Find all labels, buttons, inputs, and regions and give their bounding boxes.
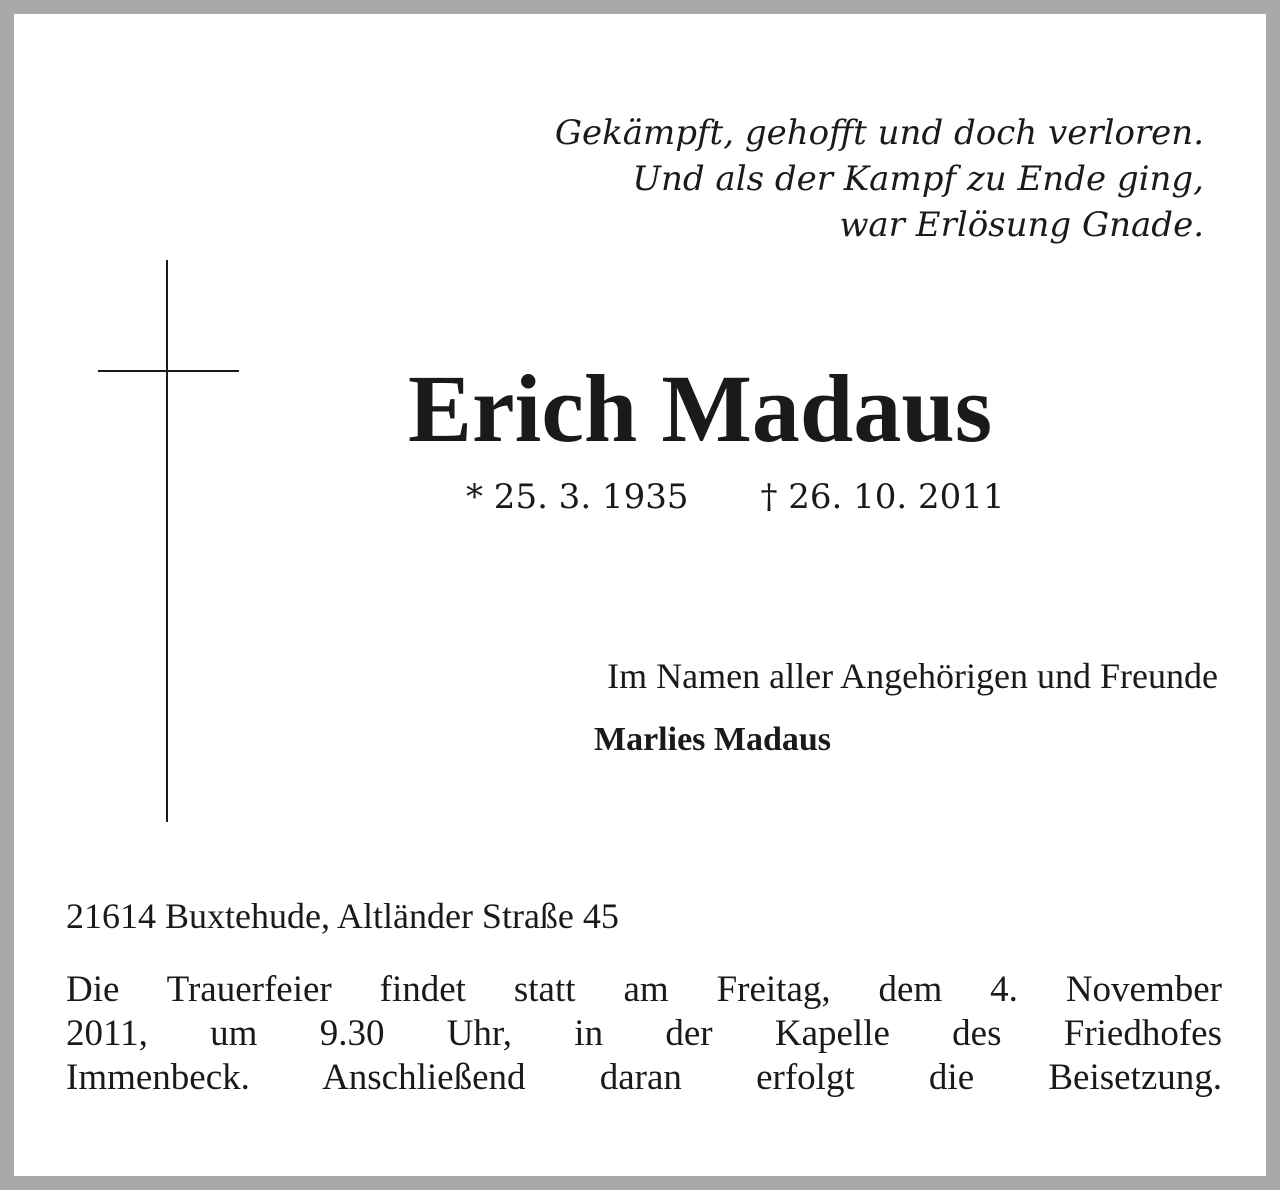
funeral-ceremony-info [66,968,1222,1100]
cross-horizontal-bar [98,370,239,372]
life-dates [466,476,1005,518]
verse-line-3: war Erlösung Gnade. [839,205,1204,245]
obituary-notice [14,14,1266,1176]
death-date: † 26. 10. 2011 [760,477,1005,517]
ceremony-line-1: Die Trauerfeier findet statt am Freitag, dem 4. November [66,969,1222,1010]
birth-date: * 25. 3. 1935 [466,477,689,517]
on-behalf-line: Im Namen aller Angehörigen und Freunde [607,656,1218,696]
cross-vertical-bar [166,260,168,822]
verse-line-1: Gekämpft, gehofft und doch verloren. [554,113,1204,153]
memorial-verse [555,110,1204,248]
deceased-name: Erich Madaus [408,355,993,462]
ceremony-line-2: 2011, um 9.30 Uhr, in der Kapelle des Friedhofes [66,1013,1222,1054]
ceremony-line-3: Immenbeck. Anschließend daran erfolgt die Beisetzung. [66,1057,1222,1098]
signer-name: Marlies Madaus [594,721,832,758]
family-address: 21614 Buxtehude, Altländer Straße 45 [66,896,619,936]
verse-line-2: Und als der Kampf zu Ende ging, [632,159,1204,199]
